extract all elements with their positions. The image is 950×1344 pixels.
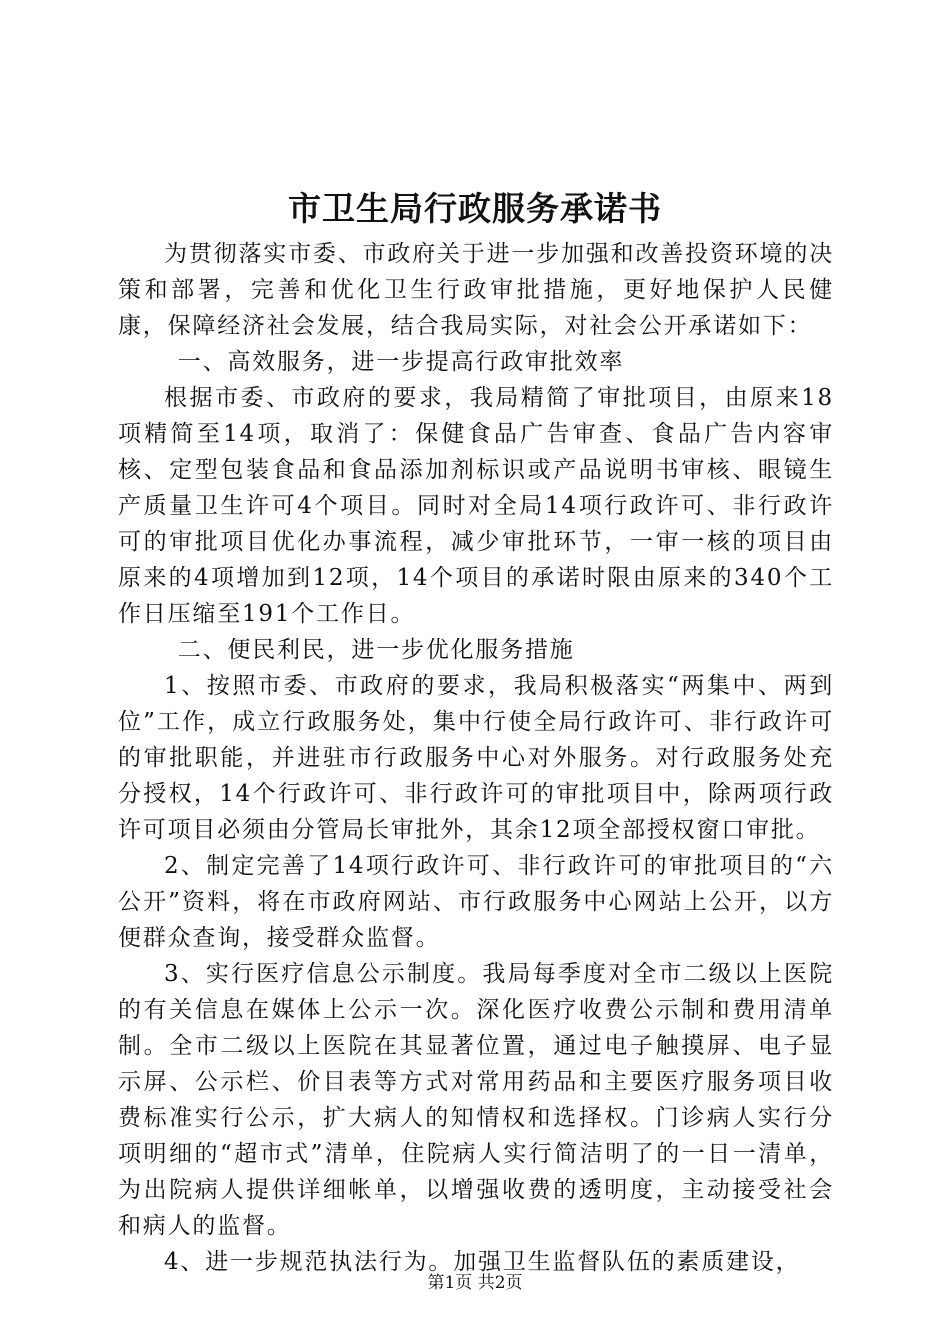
item-2-paragraph: 2、制定完善了14项行政许可、非行政许可的审批项目的“六公开”资料，将在市政府网站、市行政服务中心网站上公开，以方便群众查询，接受群众监督。 xyxy=(118,853,834,951)
section-heading-1: 一、高效服务，进一步提高行政审批效率 xyxy=(177,349,625,375)
document-title: 市卫生局行政服务承诺书 xyxy=(288,189,662,228)
item-1-paragraph: 1、按照市委、市政府的要求，我局积极落实“两集中、两到位”工作，成立行政服务处，集中行使全局行政许可、非行政许可的审批职能，并进驻市行政服务中心对外服务。对行政服务处充分授权，14个行政许可、非行政许可的审批项目中，除两项行政许可项目必须由分管局长审批外，其余12项全部授权窗口审批。 xyxy=(118,673,834,843)
intro-paragraph: 为贯彻落实市委、市政府关于进一步加强和改善投资环境的决策和部署，完善和优化卫生行政审批措施，更好地保护人民健康，保障经济社会发展，结合我局实际，对社会公开承诺如下： xyxy=(118,241,834,339)
item-4-paragraph: 4、进一步规范执法行为。加强卫生监督队伍的素质建设， xyxy=(164,1249,801,1275)
item-3-paragraph: 3、实行医疗信息公示制度。我局每季度对全市二级以上医院的有关信息在媒体上公示一次。深化医疗收费公示制和费用清单制。全市二级以上医院在其显著位置，通过电子触摸屏、电子显示屏、公示栏、价目表等方式对常用药品和主要医疗服务项目收费标准实行公示，扩大病人的知情权和选择权。门诊病人实行分项明细的“超市式”清单，住院病人实行简洁明了的一日一清单，为出院病人提供详细帐单，以增强收费的透明度，主动接受社会和病人的监督。 xyxy=(118,961,834,1239)
page-footer: 第1页 共2页 xyxy=(427,1273,523,1293)
document-body xyxy=(118,236,834,1280)
section-1-paragraph: 根据市委、市政府的要求，我局精简了审批项目，由原来18项精简至14项，取消了：保健食品广告审查、食品广告内容审核、定型包装食品和食品添加剂标识或产品说明书审核、眼镜生产质量卫生许可4个项目。同时对全局14项行政许可、非行政许可的审批项目优化办事流程，减少审批环节，一审一核的项目由原来的4项增加到12项，14个项目的承诺时限由原来的340个工作日压缩至191个工作日。 xyxy=(118,385,834,627)
section-heading-2: 二、便民利民，进一步优化服务措施 xyxy=(177,637,575,663)
